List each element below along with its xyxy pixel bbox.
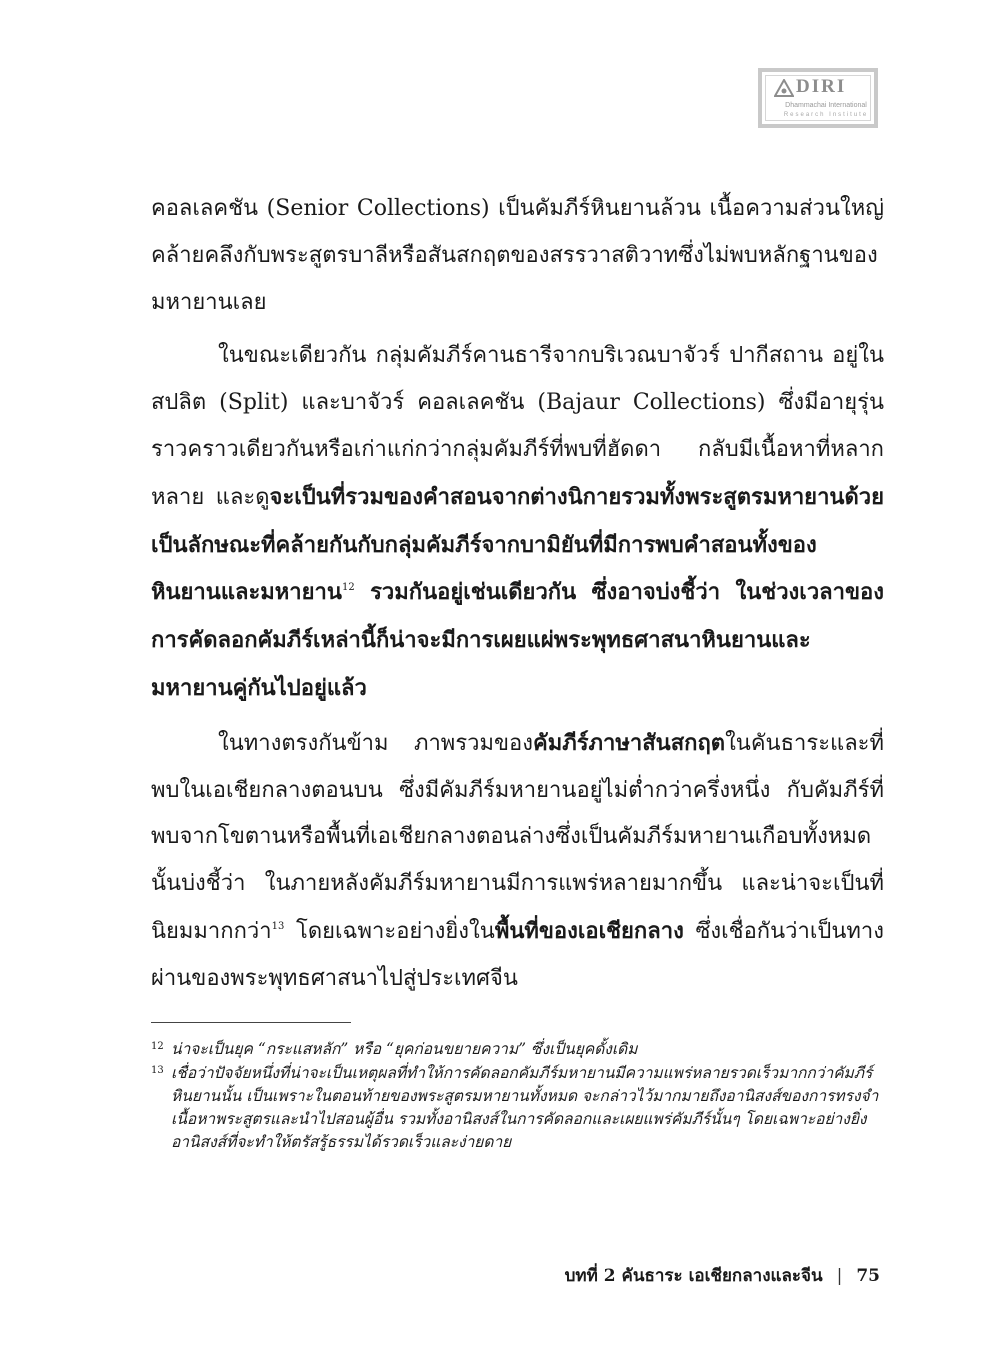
logo-wordmark: DIRI: [796, 76, 847, 97]
paragraph-2: [151, 333, 884, 712]
paragraph-2-text: ในขณะเดียวกัน กลุ่มคัมภีร์คานธารีจากบริเวณบาจัวร์ ปากีสถาน อยู่ในสปลิต (Split) และบาจัวร์ คอลเลคชัน (Bajaur Collections) ซึ่งมีอายุรุ่นราวคราวเดียวกันหรือเก่าแก่กว่ากลุ่มคัมภีร์ที่พบที่ฮัดดา กลับมีเนื้อหาที่หลากหลาย และดู: [151, 343, 884, 510]
footnote-divider: [151, 1022, 351, 1023]
triangle-emblem-icon: [774, 79, 794, 97]
paragraph-2-bold-cont: รวมกันอยู่เช่นเดียวกัน ซึ่งอาจบ่งชี้ว่า ในช่วงเวลาของการคัดลอกคัมภีร์เหล่านี้ก็น่าจะมีการเผยแผ่พระพุทธศาสนาหินยานและมหายานคู่กันไปอยู่แล้ว: [151, 579, 884, 701]
logo-subtitle-line1: Dhammachai International: [785, 102, 867, 109]
chapter-title: บทที่ 2 คันธาระ เอเชียกลางและจีน: [564, 1266, 823, 1286]
footnote-12: [151, 1038, 886, 1061]
footnotes: [151, 1038, 886, 1155]
paragraph-1: คอลเลคชัน (Senior Collections) เป็นคัมภีร์หินยานล้วน เนื้อความส่วนใหญ่คล้ายคลึงกับพระสูตรบาลีหรือสันสกฤตของสรรวาสติวาทซึ่งไม่พบหลักฐานของมหายานเลย: [151, 196, 884, 315]
page-number: 75: [856, 1266, 880, 1286]
paragraph-3-text-cont2: โดยเฉพาะอย่างยิ่งใน: [284, 918, 495, 944]
footnote-number: 12: [151, 1041, 164, 1052]
paragraph-2-bold: จะเป็นที่รวมของคำสอนจากต่างนิกายรวมทั้งพระสูตรมหายานด้วย เป็นลักษณะที่คล้ายกันกับกลุ่มคัมภีร์จากบามิยันที่มีการพบคำสอนทั้งของหินยานและมหายาน: [151, 483, 884, 606]
paragraph-3-text-end: ซึ่งเชื่อกันว่าเป็นทางผ่านของพระพุทธศาสนาไปสู่ประเทศจีน: [151, 918, 884, 991]
logo-subtitle-line2: Research Institute: [783, 112, 869, 118]
diri-logo: [758, 68, 878, 128]
footnote-number: 13: [151, 1065, 164, 1076]
footer-separator: |: [836, 1266, 843, 1286]
paragraph-3-text-cont: ในคันธาระและที่พบในเอเชียกลางตอนบน ซึ่งมีคัมภีร์มหายานอยู่ไม่ต่ำกว่าครึ่งหนึ่ง กับคัมภีร์ที่พบจากโขตานหรือพื้นที่เอเชียกลางตอนล่างซึ่งเป็นคัมภีร์มหายานเกือบทั้งหมด นั้นบ่งชี้ว่า ในภายหลังคัมภีร์มหายานมีการแพร่หลายมากขึ้น และน่าจะเป็นที่นิยมมากกว่า: [151, 730, 884, 944]
footnote-ref-12[interactable]: 12: [341, 582, 355, 594]
footnote-13: [151, 1062, 886, 1154]
main-text: [151, 186, 884, 1010]
page-footer: [565, 1262, 880, 1289]
footnote-text: น่าจะเป็นยุค “กระแสหลัก” หรือ “ยุคก่อนขยายความ” ซึ่งเป็นยุคดั้งเดิม: [171, 1040, 638, 1058]
paragraph-3-bold-sanskrit: คัมภีร์ภาษาสันสกฤต: [532, 729, 726, 756]
footnote-text: เชื่อว่าปัจจัยหนึ่งที่น่าจะเป็นเหตุผลที่ทำให้การคัดลอกคัมภีร์มหายานมีความแพร่หลายรวดเร็วมากกว่าคัมภีร์หินยานนั้น เป็นเพราะในตอนท้ายของพระสูตรมหายานทั้งหมด จะกล่าวไว้มากมายถึงอานิสงส์ของการทรงจำเนื้อหาพระสูตรและนำไปสอนผู้อื่น รวมทั้งอานิสงส์ในการคัดลอกและเผยแพร่คัมภีร์นั้นๆ โดยเฉพาะอย่างยิ่งอานิสงส์ที่จะทำให้ตรัสรู้ธรรมได้รวดเร็วและง่ายดาย: [171, 1064, 879, 1151]
paragraph-3: [151, 720, 884, 1003]
paragraph-3-text: ในทางตรงกันข้าม ภาพรวมของ: [218, 730, 533, 756]
footnote-ref-13[interactable]: 13: [271, 920, 285, 932]
paragraph-3-bold-central-asia: พื้นที่ของเอเชียกลาง: [494, 917, 684, 944]
